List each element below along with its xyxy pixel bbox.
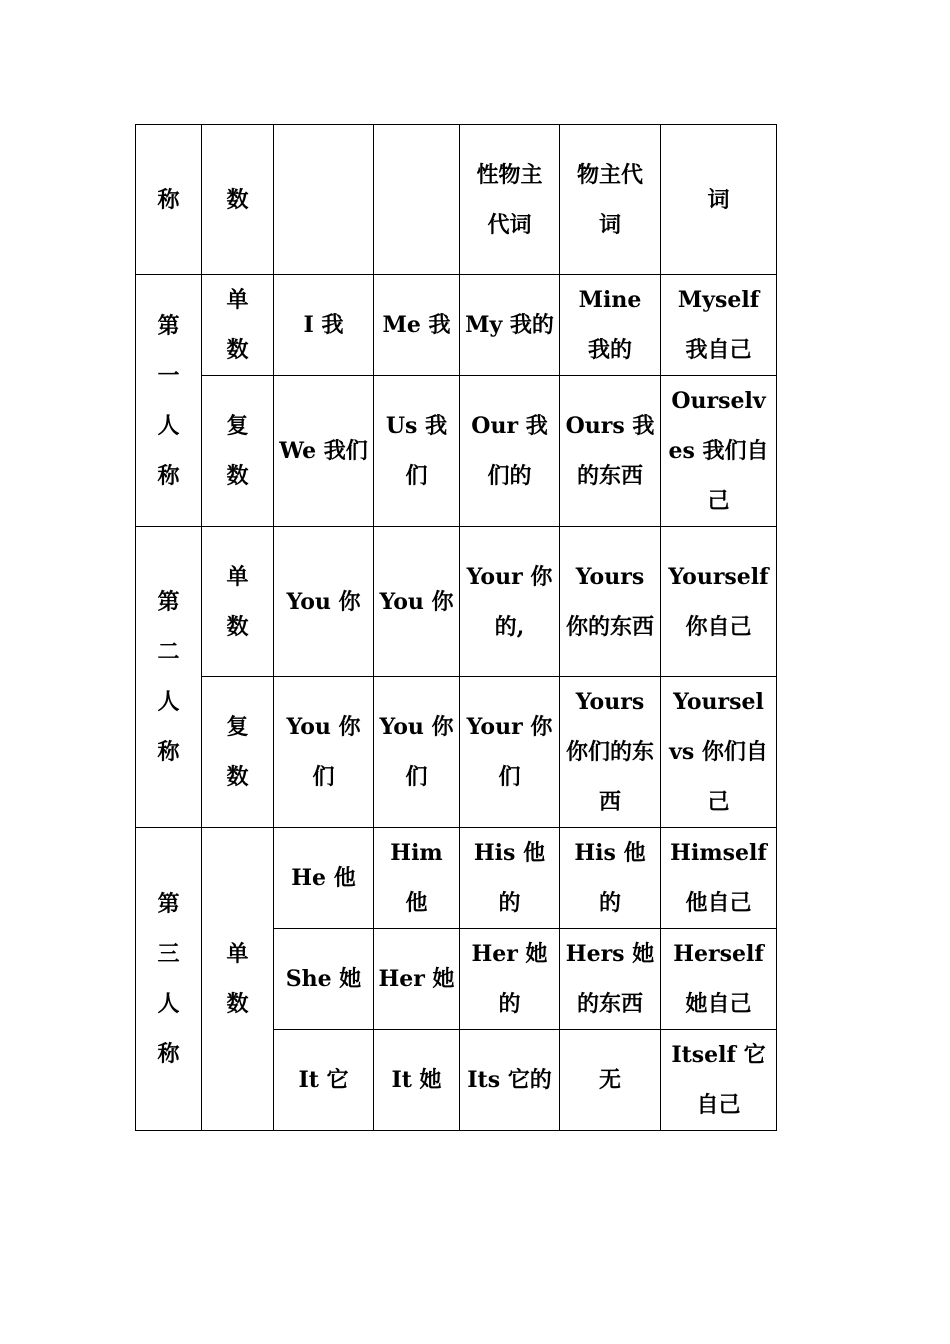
cell: My 我的 xyxy=(460,275,560,376)
cell: Your 你的, xyxy=(460,527,560,677)
header-object xyxy=(374,125,460,275)
table-row xyxy=(136,527,777,677)
cell: Himself 他自己 xyxy=(661,828,777,929)
cell: Its 它的 xyxy=(460,1030,560,1131)
table-row xyxy=(136,275,777,376)
table-row xyxy=(136,677,777,828)
cell: Myself 我自己 xyxy=(661,275,777,376)
cell: Ours 我的东西 xyxy=(560,376,661,527)
cell: You 你 xyxy=(374,527,460,677)
cell: We 我们 xyxy=(274,376,374,527)
number-singular: 单数 xyxy=(202,275,274,376)
cell: Your 你们 xyxy=(460,677,560,828)
cell: Her 她的 xyxy=(460,929,560,1030)
cell: You 你 xyxy=(274,527,374,677)
header-noun-possessive: 物主代词 xyxy=(560,125,661,275)
header-adjective-possessive: 性物主代词 xyxy=(460,125,560,275)
cell: Us 我们 xyxy=(374,376,460,527)
cell: Him 他 xyxy=(374,828,460,929)
pronoun-table xyxy=(135,124,777,1131)
cell: Mine 我的 xyxy=(560,275,661,376)
cell: Herself 她自己 xyxy=(661,929,777,1030)
cell: She 她 xyxy=(274,929,374,1030)
cell: I 我 xyxy=(274,275,374,376)
cell: He 他 xyxy=(274,828,374,929)
cell: Hers 她的东西 xyxy=(560,929,661,1030)
cell: It 它 xyxy=(274,1030,374,1131)
header-number: 数 xyxy=(202,125,274,275)
header-person: 称 xyxy=(136,125,202,275)
cell: It 她 xyxy=(374,1030,460,1131)
second-person-label: 第二人称 xyxy=(136,527,202,828)
cell: Yours 你们的东西 xyxy=(560,677,661,828)
header-subject xyxy=(274,125,374,275)
header-reflexive: 词 xyxy=(661,125,777,275)
cell: His 他的 xyxy=(460,828,560,929)
number-singular: 单数 xyxy=(202,828,274,1131)
cell: His 他的 xyxy=(560,828,661,929)
first-person-label: 第一人称 xyxy=(136,275,202,527)
cell: Her 她 xyxy=(374,929,460,1030)
cell: Yourself 你自己 xyxy=(661,527,777,677)
table-row xyxy=(136,828,777,929)
cell: Our 我们的 xyxy=(460,376,560,527)
number-plural: 复数 xyxy=(202,677,274,828)
header-row xyxy=(136,125,777,275)
number-singular: 单数 xyxy=(202,527,274,677)
cell: Itself 它自己 xyxy=(661,1030,777,1131)
cell: Ourselves 我们自己 xyxy=(661,376,777,527)
cell: Yoursel vs 你们自己 xyxy=(661,677,777,828)
third-person-label: 第三人称 xyxy=(136,828,202,1131)
cell: You 你们 xyxy=(374,677,460,828)
cell: You 你们 xyxy=(274,677,374,828)
cell: 无 xyxy=(560,1030,661,1131)
cell: Me 我 xyxy=(374,275,460,376)
cell: Yours 你的东西 xyxy=(560,527,661,677)
number-plural: 复数 xyxy=(202,376,274,527)
table-row xyxy=(136,376,777,527)
